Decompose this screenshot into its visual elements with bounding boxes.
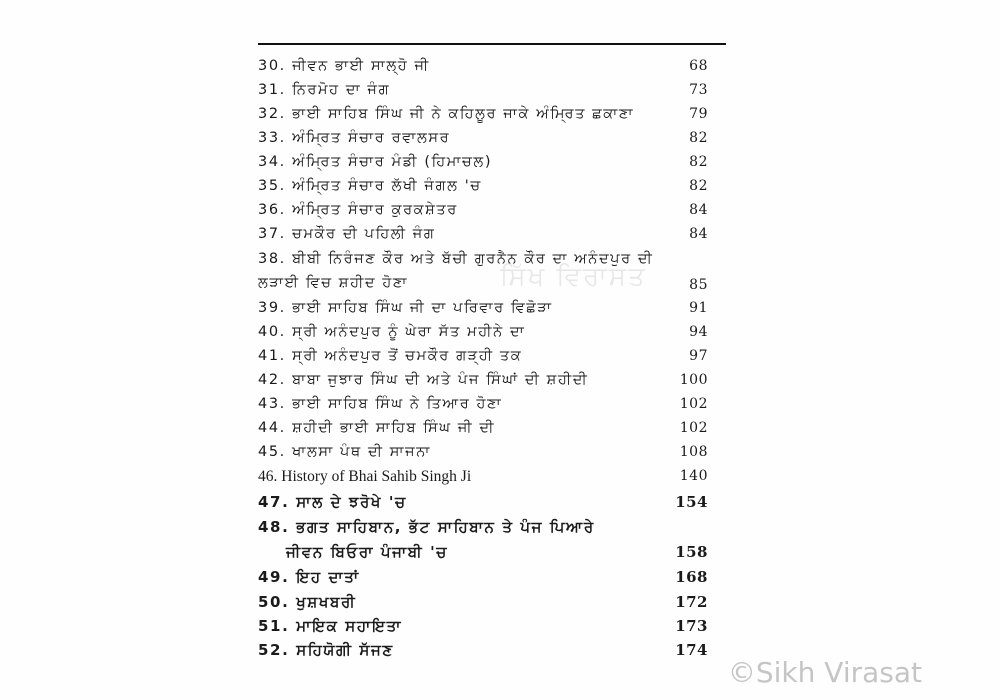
toc-entry-title: 47. ਸਾਲ ਦੇ ਝਰੋਖੇ 'ਚ	[258, 493, 407, 511]
toc-entry-title: 36. ਅੰਮ੍ਰਿਤ ਸੰਚਾਰ ਕੁਰਕਸ਼ੇਤਰ	[258, 202, 458, 218]
toc-page-number: 102	[679, 420, 708, 436]
toc-page-number: 173	[675, 617, 708, 635]
toc-page-number: 108	[679, 444, 708, 460]
toc-page-number: 82	[689, 130, 708, 146]
toc-entry-title: 33. ਅੰਮ੍ਰਿਤ ਸੰਚਾਰ ਰਵਾਲਸਰ	[258, 130, 451, 146]
toc-entry-title: 35. ਅੰਮ੍ਰਿਤ ਸੰਚਾਰ ਲੱਖੀ ਜੰਗਲ 'ਚ	[258, 178, 482, 194]
toc-page-number: 168	[675, 568, 708, 586]
toc-page-number: 82	[689, 154, 708, 170]
toc-entry-title: 48. ਭਗਤ ਸਾਹਿਬਾਨ, ਭੱਟ ਸਾਹਿਬਾਨ ਤੇ ਪੰਜ ਪਿਆਰੇ	[258, 518, 595, 536]
toc-page-number: 174	[675, 641, 708, 659]
toc-entry-title: 30. ਜੀਵਨ ਭਾਈ ਸਾਲ੍ਹੋ ਜੀ	[258, 58, 430, 74]
toc-page-number: 97	[689, 348, 708, 364]
toc-page-number: 84	[689, 226, 708, 242]
toc-entry-title: 41. ਸ੍ਰੀ ਅਨੰਦਪੁਰ ਤੋਂ ਚਮਕੌਰ ਗੜ੍ਹੀ ਤਕ	[258, 348, 523, 364]
toc-page-number: 82	[689, 178, 708, 194]
toc-entry-title: 42. ਬਾਬਾ ਜੁਝਾਰ ਸਿੰਘ ਦੀ ਅਤੇ ਪੰਜ ਸਿੰਘਾਂ ਦੀ ਸ਼ਹੀਦੀ	[258, 372, 589, 388]
toc-entry-title: 49. ਇਹ ਦਾਤਾਂ	[258, 568, 360, 586]
toc-page-number: 172	[675, 593, 708, 611]
toc-page-number: 158	[675, 543, 708, 561]
toc-page-number: 154	[675, 493, 708, 511]
toc-entry-title: 43. ਭਾਈ ਸਾਹਿਬ ਸਿੰਘ ਨੇ ਤਿਆਰ ਹੋਣਾ	[258, 396, 503, 412]
toc-entry-title: 37. ਚਮਕੌਰ ਦੀ ਪਹਿਲੀ ਜੰਗ	[258, 226, 436, 242]
toc-entry-title: 31. ਨਿਰਮੋਹ ਦਾ ਜੰਗ	[258, 82, 391, 98]
toc-entry-title: 38. ਬੀਬੀ ਨਿਰੰਜਣ ਕੌਰ ਅਤੇ ਬੱਚੀ ਗੁਰਨੈਨ ਕੌਰ ਦਾ ਅਨੰਦਪੁਰ ਦੀ	[258, 251, 654, 267]
toc-entry-title: 34. ਅੰਮ੍ਰਿਤ ਸੰਚਾਰ ਮੰਡੀ (ਹਿਮਾਚਲ)	[258, 154, 493, 170]
center-watermark: ਸਿੱਖ ਵਿਰਾਸਤ	[500, 262, 647, 292]
toc-entry-title: 39. ਭਾਈ ਸਾਹਿਬ ਸਿੰਘ ਜੀ ਦਾ ਪਰਿਵਾਰ ਵਿਛੋੜਾ	[258, 300, 553, 316]
toc-entry-title: 51. ਮਾਇਕ ਸਹਾਇਤਾ	[258, 617, 403, 635]
toc-page-number: 84	[689, 202, 708, 218]
toc-page-number: 102	[679, 396, 708, 412]
top-rule	[258, 43, 726, 45]
toc-page-number: 140	[679, 468, 708, 484]
toc-page-number: 91	[689, 300, 708, 316]
toc-page-number: 100	[679, 372, 708, 388]
toc-page-number: 73	[689, 82, 708, 98]
toc-page-number: 85	[689, 277, 708, 293]
toc-entry-title: 40. ਸ੍ਰੀ ਅਨੰਦਪੁਰ ਨੂੰ ਘੇਰਾ ਸੱਤ ਮਹੀਨੇ ਦਾ	[258, 324, 526, 340]
toc-entry-title: 44. ਸ਼ਹੀਦੀ ਭਾਈ ਸਾਹਿਬ ਸਿੰਘ ਜੀ ਦੀ	[258, 420, 496, 436]
toc-entry-title: 32. ਭਾਈ ਸਾਹਿਬ ਸਿੰਘ ਜੀ ਨੇ ਕਹਿਲੂਰ ਜਾਕੇ ਅੰਮ੍ਰਿਤ ਛਕਾਣਾ	[258, 106, 635, 122]
toc-entry-title: 50. ਖੁਸ਼ਖਬਰੀ	[258, 593, 357, 611]
toc-entry-title: 46. History of Bhai Sahib Singh Ji	[258, 468, 472, 485]
toc-entry-title-continuation: ਲੜਾਈ ਵਿਚ ਸ਼ਹੀਦ ਹੋਣਾ	[258, 275, 409, 291]
toc-page-number: 94	[689, 324, 708, 340]
copyright-watermark: ©Sikh Virasat	[727, 656, 922, 689]
toc-page-number: 68	[689, 58, 708, 74]
toc-page-number: 79	[689, 106, 708, 122]
toc-entry-title-continuation: ਜੀਵਨ ਬਿਓਰਾ ਪੰਜਾਬੀ 'ਚ	[286, 543, 448, 561]
toc-entry-title: 45. ਖਾਲਸਾ ਪੰਥ ਦੀ ਸਾਜਨਾ	[258, 444, 432, 460]
toc-entry-title: 52. ਸਹਿਯੋਗੀ ਸੱਜਣ	[258, 641, 394, 659]
